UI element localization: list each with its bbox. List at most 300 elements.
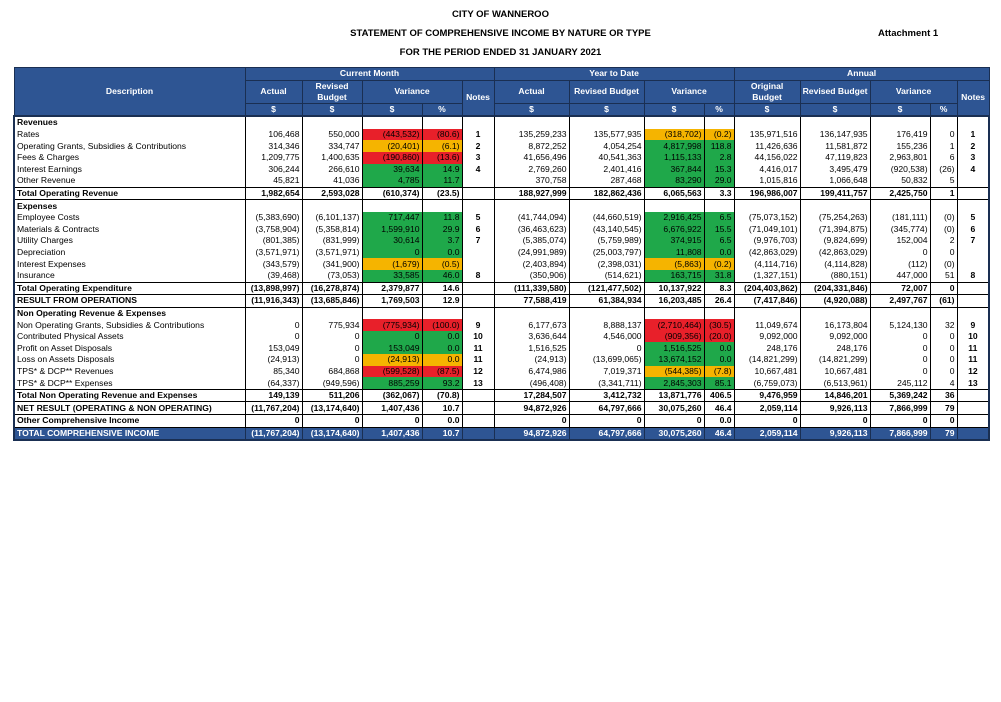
row-note: 1 [462,129,494,141]
cell-year-to-date: (7.8) [704,366,734,378]
cell-year-to-date: 8,888,137 [569,319,644,331]
row-description: Total Operating Expenditure [14,282,245,295]
cell-current-month [245,200,302,212]
cell-annual: 0 [930,331,957,343]
cell-current-month: (64,337) [245,377,302,389]
cell-current-month: 45,821 [245,175,302,187]
attachment-label: Attachment 1 [878,28,939,39]
cell-year-to-date: 0 [494,415,569,428]
row-description: Materials & Contracts [14,224,245,236]
unit-dollar: $ [245,103,302,116]
cell-annual: 5 [930,175,957,187]
row-note [957,427,989,440]
cell-annual: (1,327,151) [734,270,800,282]
period-title: FOR THE PERIOD ENDED 31 JANUARY 2021 [399,47,602,58]
cell-year-to-date: (13,699,065) [569,354,644,366]
cell-year-to-date: 135,577,935 [569,129,644,141]
cell-current-month: (5,383,690) [245,212,302,224]
cell-current-month: 33,585 [362,270,422,282]
cell-year-to-date: 85.1 [704,377,734,389]
cell-annual: 0 [870,366,930,378]
cell-current-month: 0.0 [422,331,462,343]
cell-current-month: (11,916,343) [245,295,302,308]
cell-year-to-date: 182,862,436 [569,187,644,200]
cell-year-to-date [494,116,569,129]
table-row [14,164,989,176]
row-note [957,247,989,259]
cell-current-month [245,307,302,319]
cell-annual: 1 [930,187,957,200]
cell-annual: 0 [930,247,957,259]
cell-current-month: 1,407,436 [362,402,422,415]
table-header [14,68,989,117]
cell-year-to-date: 8,872,252 [494,140,569,152]
cell-current-month: (24,913) [245,354,302,366]
row-description: TPS* & DCP** Revenues [14,366,245,378]
row-note: 2 [462,140,494,152]
row-note: 5 [462,212,494,224]
cell-year-to-date: 2,845,303 [644,377,704,389]
cell-current-month: 41,036 [302,175,362,187]
row-description: TOTAL COMPREHENSIVE INCOME [14,427,245,440]
cell-current-month: 4,785 [362,175,422,187]
cell-year-to-date: 46.4 [704,402,734,415]
unit-dollar: $ [302,103,362,116]
header-an-notes: Notes [957,80,989,116]
row-note [462,175,494,187]
row-description: Utility Charges [14,235,245,247]
row-note: 13 [957,377,989,389]
row-description: Other Revenue [14,175,245,187]
cell-year-to-date: 6,474,986 [494,366,569,378]
table-row [14,427,989,440]
cell-annual: 6 [930,152,957,164]
cell-annual: 51 [930,270,957,282]
cell-annual: (14,821,299) [734,354,800,366]
cell-annual: (920,538) [870,164,930,176]
row-note [462,116,494,129]
cell-year-to-date: (2,403,894) [494,258,569,270]
row-description: Operating Grants, Subsidies & Contributions [14,140,245,152]
cell-year-to-date: 118.8 [704,140,734,152]
row-description: Revenues [14,116,245,129]
cell-current-month: 0.0 [422,354,462,366]
cell-year-to-date: 6,177,673 [494,319,569,331]
cell-current-month: (23.5) [422,187,462,200]
org-title: CITY OF WANNEROO [452,9,549,20]
row-note [957,175,989,187]
cell-current-month: (343,579) [245,258,302,270]
cell-year-to-date [569,116,644,129]
header-cm-notes: Notes [462,80,494,116]
cell-current-month: (13,685,846) [302,295,362,308]
cell-current-month: (831,999) [302,235,362,247]
cell-annual: (71,049,101) [734,224,800,236]
table-row [14,354,989,366]
cell-current-month: 1,407,436 [362,427,422,440]
row-note [462,258,494,270]
cell-current-month: (599,528) [362,366,422,378]
cell-year-to-date [494,307,569,319]
row-note: 11 [957,354,989,366]
cell-current-month [245,116,302,129]
cell-annual: 2,059,114 [734,402,800,415]
cell-year-to-date: (0.2) [704,258,734,270]
cell-year-to-date: 1,115,133 [644,152,704,164]
unit-pct: % [422,103,462,116]
cell-year-to-date: (0.2) [704,129,734,141]
cell-year-to-date: 77,588,419 [494,295,569,308]
cell-annual: 2 [930,235,957,247]
row-description: Employee Costs [14,212,245,224]
cell-annual [800,307,870,319]
row-description: Other Comprehensive Income [14,415,245,428]
cell-current-month: (341,900) [302,258,362,270]
cell-year-to-date: (111,339,580) [494,282,569,295]
cell-current-month: 775,934 [302,319,362,331]
cell-current-month: (1,679) [362,258,422,270]
row-note: 12 [462,366,494,378]
cell-current-month [362,116,422,129]
cell-current-month: (73,053) [302,270,362,282]
row-note [462,307,494,319]
income-statement-table [13,67,990,441]
cell-annual: 1,015,816 [734,175,800,187]
cell-year-to-date: 370,758 [494,175,569,187]
cell-current-month: (6,101,137) [302,212,362,224]
cell-current-month: 1,209,775 [245,152,302,164]
cell-year-to-date: 17,284,507 [494,389,569,402]
cell-current-month [362,200,422,212]
cell-year-to-date: 11,808 [644,247,704,259]
cell-annual: 4 [930,377,957,389]
cell-current-month [302,200,362,212]
cell-year-to-date: 0.0 [704,342,734,354]
table-row [14,389,989,402]
cell-annual: (880,151) [800,270,870,282]
cell-year-to-date: 2,916,425 [644,212,704,224]
cell-current-month: (5,358,814) [302,224,362,236]
table-row [14,331,989,343]
cell-annual: (9,976,703) [734,235,800,247]
cell-current-month: 306,244 [245,164,302,176]
cell-annual: (4,114,716) [734,258,800,270]
row-description: NET RESULT (OPERATING & NON OPERATING) [14,402,245,415]
cell-annual [870,200,930,212]
row-note: 10 [957,331,989,343]
cell-year-to-date: 0 [569,342,644,354]
cell-current-month: 39,634 [362,164,422,176]
table-row [14,402,989,415]
cell-current-month: 149,139 [245,389,302,402]
table-row [14,377,989,389]
table-row [14,366,989,378]
cell-current-month: 1,599,910 [362,224,422,236]
header-an-variance: Variance [870,80,957,103]
row-description: Total Non Operating Revenue and Expenses [14,389,245,402]
cell-annual: 50,832 [870,175,930,187]
cell-year-to-date: 94,872,926 [494,402,569,415]
cell-year-to-date: 135,259,233 [494,129,569,141]
cell-annual [800,116,870,129]
cell-year-to-date: 41,656,496 [494,152,569,164]
row-note: 2 [957,140,989,152]
cell-current-month: 266,610 [302,164,362,176]
cell-current-month: 0 [362,331,422,343]
cell-annual: 1 [930,140,957,152]
row-note: 8 [462,270,494,282]
cell-annual: 7,866,999 [870,402,930,415]
cell-annual: (9,824,699) [800,235,870,247]
cell-current-month: (39,468) [245,270,302,282]
cell-current-month: (949,596) [302,377,362,389]
row-note: 6 [462,224,494,236]
cell-annual: (0) [930,258,957,270]
cell-annual [734,116,800,129]
cell-year-to-date: 1,516,525 [494,342,569,354]
row-note: 11 [462,354,494,366]
row-note [957,116,989,129]
table-body [14,116,989,440]
cell-annual: 0 [930,366,957,378]
row-note [957,200,989,212]
row-note [957,258,989,270]
cell-annual: (14,821,299) [800,354,870,366]
cell-current-month: (3,571,971) [245,247,302,259]
cell-year-to-date: 40,541,363 [569,152,644,164]
row-note [957,187,989,200]
cell-annual: (0) [930,212,957,224]
cell-year-to-date: (5,385,074) [494,235,569,247]
cell-current-month: (13.6) [422,152,462,164]
cell-current-month: (70.8) [422,389,462,402]
cell-year-to-date: 3,412,732 [569,389,644,402]
cell-year-to-date: (496,408) [494,377,569,389]
cell-annual [930,307,957,319]
cell-annual: 0 [800,415,870,428]
unit-dollar: $ [362,103,422,116]
cell-annual: 3,495,479 [800,164,870,176]
cell-annual: (345,774) [870,224,930,236]
cell-annual: (42,863,029) [800,247,870,259]
cell-year-to-date: 29.0 [704,175,734,187]
cell-current-month: 0 [245,331,302,343]
cell-year-to-date: (5,863) [644,258,704,270]
row-description: TPS* & DCP** Expenses [14,377,245,389]
cell-annual: 72,007 [870,282,930,295]
header-an-budget: Revised Budget [800,80,870,103]
cell-current-month: 1,769,503 [362,295,422,308]
row-note [462,427,494,440]
row-description: Fees & Charges [14,152,245,164]
cell-year-to-date: 4,817,998 [644,140,704,152]
cell-year-to-date: (41,744,094) [494,212,569,224]
table-row [14,295,989,308]
cell-current-month: 2,379,877 [362,282,422,295]
cell-annual: (26) [930,164,957,176]
cell-current-month: 0 [362,415,422,428]
header-ytd-actual: Actual [494,80,569,103]
cell-year-to-date: 163,715 [644,270,704,282]
cell-annual: (6,513,961) [800,377,870,389]
cell-annual: 11,426,636 [734,140,800,152]
row-description: Total Operating Revenue [14,187,245,200]
row-note: 7 [462,235,494,247]
cell-year-to-date [704,116,734,129]
cell-current-month: 11.8 [422,212,462,224]
cell-year-to-date: (3,341,711) [569,377,644,389]
row-note: 3 [957,152,989,164]
cell-current-month: 1,982,654 [245,187,302,200]
cell-current-month [422,116,462,129]
cell-year-to-date: 2,401,416 [569,164,644,176]
cell-current-month: 334,747 [302,140,362,152]
cell-current-month: 0 [302,354,362,366]
cell-year-to-date: (2,710,464) [644,319,704,331]
cell-year-to-date: 16,203,485 [644,295,704,308]
cell-year-to-date [569,200,644,212]
header-group-ytd: Year to Date [494,68,734,81]
cell-year-to-date: 94,872,926 [494,427,569,440]
cell-annual: 79 [930,427,957,440]
cell-annual: 0 [930,129,957,141]
cell-current-month: (3,571,971) [302,247,362,259]
cell-current-month: 30,614 [362,235,422,247]
unit-dollar: $ [644,103,704,116]
cell-year-to-date: 2,769,260 [494,164,569,176]
cell-current-month: (801,385) [245,235,302,247]
cell-current-month: (13,898,997) [245,282,302,295]
table-row [14,247,989,259]
cell-current-month [422,307,462,319]
cell-current-month [302,116,362,129]
cell-annual: (112) [870,258,930,270]
cell-annual: 155,236 [870,140,930,152]
table-row [14,200,989,212]
cell-annual [870,116,930,129]
cell-annual: 79 [930,402,957,415]
table-row [14,212,989,224]
cell-annual: 4,416,017 [734,164,800,176]
cell-annual: 2,059,114 [734,427,800,440]
cell-annual: 0 [870,354,930,366]
cell-annual [930,116,957,129]
cell-annual [870,307,930,319]
row-description: Interest Earnings [14,164,245,176]
unit-dollar: $ [734,103,800,116]
table-row [14,270,989,282]
cell-annual: 7,866,999 [870,427,930,440]
table-row [14,224,989,236]
cell-annual: (42,863,029) [734,247,800,259]
row-note: 11 [462,342,494,354]
row-note [957,402,989,415]
cell-year-to-date: (24,991,989) [494,247,569,259]
cell-current-month: 14.6 [422,282,462,295]
cell-year-to-date: (514,621) [569,270,644,282]
cell-year-to-date: 0 [569,415,644,428]
row-note [462,402,494,415]
cell-current-month: 29.9 [422,224,462,236]
cell-annual: (61) [930,295,957,308]
cell-current-month: 511,206 [302,389,362,402]
cell-annual [800,200,870,212]
cell-annual: 2,497,767 [870,295,930,308]
cell-current-month: 0.0 [422,342,462,354]
row-note [462,200,494,212]
header-ytd-variance: Variance [644,80,734,103]
cell-annual: (71,394,875) [800,224,870,236]
cell-annual: 5,124,130 [870,319,930,331]
unit-pct: % [704,103,734,116]
cell-year-to-date: 46.4 [704,427,734,440]
row-note: 9 [462,319,494,331]
cell-year-to-date: (909,356) [644,331,704,343]
cell-annual: 176,419 [870,129,930,141]
cell-year-to-date: 2.8 [704,152,734,164]
row-description: Expenses [14,200,245,212]
table-row [14,235,989,247]
cell-year-to-date: 0.0 [704,354,734,366]
cell-annual: 135,971,516 [734,129,800,141]
table-row [14,187,989,200]
cell-year-to-date: 188,927,999 [494,187,569,200]
cell-year-to-date [644,116,704,129]
row-note: 3 [462,152,494,164]
cell-year-to-date: 6,065,563 [644,187,704,200]
cell-year-to-date: 1,516,525 [644,342,704,354]
cell-annual: 248,176 [800,342,870,354]
row-description: RESULT FROM OPERATIONS [14,295,245,308]
cell-annual: 9,926,113 [800,427,870,440]
cell-annual: 47,119,823 [800,152,870,164]
cell-current-month: 0.0 [422,247,462,259]
cell-year-to-date: 64,797,666 [569,402,644,415]
cell-current-month: 11.7 [422,175,462,187]
row-note: 12 [957,366,989,378]
row-note [462,247,494,259]
cell-year-to-date: (318,702) [644,129,704,141]
cell-current-month: 314,346 [245,140,302,152]
header-ytd-budget: Revised Budget [569,80,644,103]
table-row [14,258,989,270]
table-row [14,129,989,141]
cell-year-to-date: 13,871,776 [644,389,704,402]
table-row [14,140,989,152]
cell-current-month: 153,049 [362,342,422,354]
table-row [14,175,989,187]
cell-annual: 10,667,481 [800,366,870,378]
cell-current-month: 3.7 [422,235,462,247]
cell-year-to-date [704,307,734,319]
row-description: Rates [14,129,245,141]
cell-annual: 0 [734,415,800,428]
cell-annual: (0) [930,224,957,236]
cell-current-month [362,307,422,319]
row-description: Depreciation [14,247,245,259]
cell-year-to-date: (30.5) [704,319,734,331]
row-note [462,187,494,200]
row-note: 13 [462,377,494,389]
unit-dollar: $ [494,103,569,116]
cell-current-month: 10.7 [422,402,462,415]
row-note: 8 [957,270,989,282]
cell-current-month: 10.7 [422,427,462,440]
cell-current-month: (13,174,640) [302,402,362,415]
row-note [462,295,494,308]
cell-current-month: (362,067) [362,389,422,402]
cell-annual: (181,111) [870,212,930,224]
